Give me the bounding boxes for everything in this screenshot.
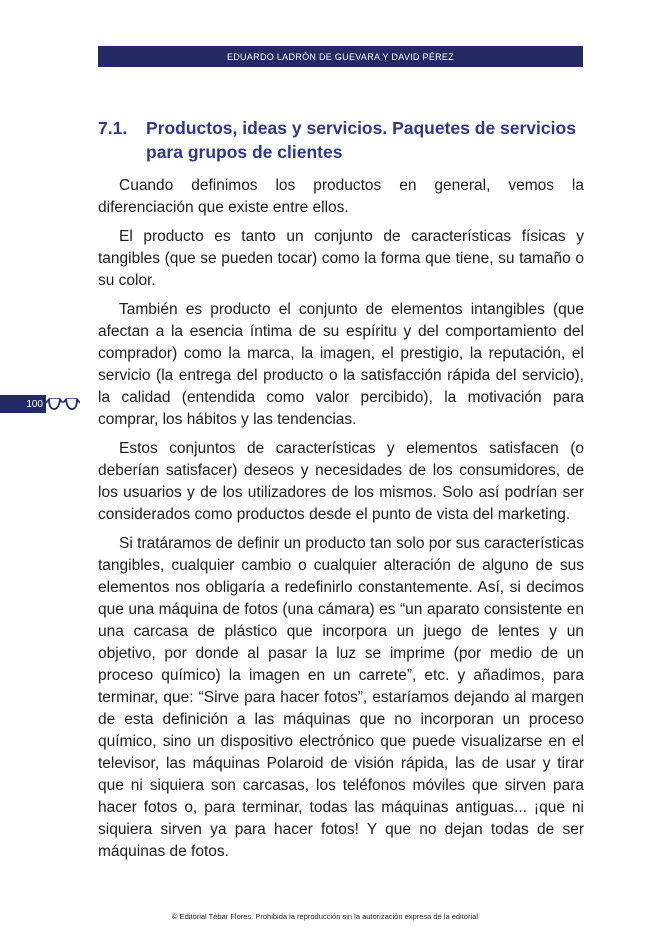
- paragraph: El producto es tanto un conjunto de características físicas y tangibles (que se pueden tocar) como la forma que tiene, su tamaño o su color.: [98, 228, 584, 289]
- glasses-icon: [46, 394, 80, 414]
- section-number: 7.1.: [98, 118, 128, 138]
- running-header: [98, 46, 583, 67]
- body-text: [98, 175, 584, 870]
- page-number: 100: [0, 395, 46, 413]
- paragraph: Cuando definimos los productos en general, vemos la diferenciación que existe entre ellos.: [98, 177, 584, 216]
- section-title: [98, 116, 598, 164]
- paragraph: Si tratáramos de definir un producto tan solo por sus características tangibles, cualquier cambio o cualquier alteración de alguno de sus elementos nos obligaría a redefinirlo constantemente. Así, si decimos que una máquina de fotos (una cámara) es “un aparato consistente en una carcasa de plástico que incorpora un juego de lentes y un objetivo, por donde al pasar la luz se imprime (por medio de un proceso químico) la imagen en un carrete”, etc. y añadimos, para terminar, que: “Sirve para hacer fotos”, estaríamos dejando al margen de esta definición a las máquinas que no incorporan un proceso químico, sino un dispositivo electrónico que puede visualizarse en el televisor, las máquinas Polaroid de visión rápida, las de usar y tirar que ni siquiera son carcasas, los teléfonos móviles que sirven para hacer fotos o, para terminar, todas las máquinas antiguas... ¡que ni siquiera sirven ya para hacer fotos! Y que no dejan todas de ser máquinas de fotos.: [98, 535, 584, 860]
- copyright-footer: © Editorial Tébar Flores. Prohibida la reproducción sin la autorización expresa de la editorial: [172, 912, 478, 921]
- paragraph: Estos conjuntos de características y elementos satisfacen (o deberían satisfacer) deseos y necesidades de los consumidores, de los usuarios y de los utilizadores de los mismos. Solo así podrían ser considerados como productos desde el punto de vista del marketing.: [98, 440, 584, 523]
- running-header-authors: EDUARDO LADRÓN DE GUEVARA Y DAVID PÉREZ: [226, 51, 455, 62]
- page-marker: [0, 394, 80, 414]
- paragraph: También es producto el conjunto de elementos intangibles (que afectan a la esencia íntima de su espíritu y del comportamiento del comprador) como la marca, la imagen, el prestigio, la reputación, el servicio (la entrega del producto o la satisfacción rápida del servicio), la calidad (entendida como valor percibido), la motivación para comprar, los hábitos y las tendencias.: [98, 301, 584, 428]
- section-title-text: Productos, ideas y servicios. Paquetes de servicios para grupos de clientes: [146, 118, 576, 162]
